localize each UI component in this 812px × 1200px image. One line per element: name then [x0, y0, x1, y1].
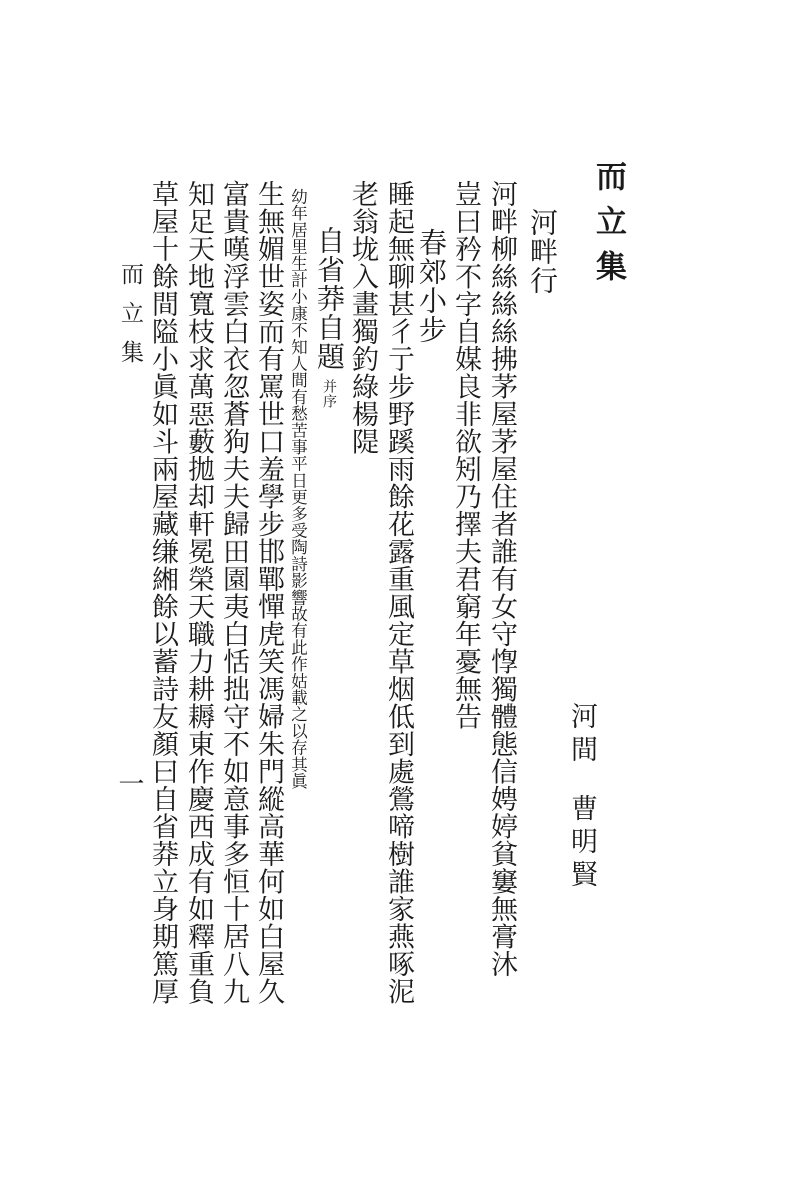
poem-title-heban: 河畔行 — [526, 208, 559, 295]
poem1-line-1: 河畔柳絲絲絲拂茅屋茅屋住者誰有女守惸獨體態信娉婷貧窶無膏沐 — [486, 180, 517, 978]
footer-page-number: 一 — [114, 770, 144, 796]
poem3-line-3: 知足天地寬枝求萬惡藪拋却軒冕榮天職力耕耨東作慶西成有如釋重負 — [183, 180, 214, 1005]
poem-title-zixing — [313, 226, 346, 409]
poem3-line-1: 生無媚世姿而有罵世口羞學步邯鄲憚虎笑馮婦朱門縱高華何如白屋久 — [253, 180, 284, 1005]
author-place: 河間 — [566, 702, 597, 768]
poem3-title-text: 自省莽自題 — [313, 226, 346, 371]
poem3-line-2: 富貴嘆浮雲白衣忽蒼狗夫夫歸田園夷白恬拙守不如意事多恒十居八九 — [218, 180, 249, 1005]
poem3-title-note: 并序 — [321, 379, 337, 409]
poem3-preface: 幼年居里生計小康不知人間有愁苦事平日更多受陶詩影響故有此作姑載之以存其眞 — [288, 188, 308, 790]
book-title: 而立集 — [590, 160, 626, 295]
poem-title-chunjiao: 春郊小步 — [415, 228, 448, 344]
author-name: 曹明賢 — [566, 794, 597, 893]
poem3-line-4: 草屋十餘間隘小眞如斗兩屋藏缣緗餘以蓄詩友顏曰自省莽立身期篤厚 — [147, 180, 178, 1005]
poem1-line-2: 豈曰矜不字自媒良非欲矧乃擇夫君窮年憂無告 — [450, 180, 481, 730]
footer-folio-title: 而立集 — [117, 262, 143, 379]
poem2-line-2: 老翁垅入畫獨釣綠楊隄 — [347, 180, 378, 455]
poem2-line-1: 睡起無聊甚彳亍步野蹊雨餘花露重風定草烟低到處鶯啼樹誰家燕啄泥 — [383, 180, 414, 1005]
